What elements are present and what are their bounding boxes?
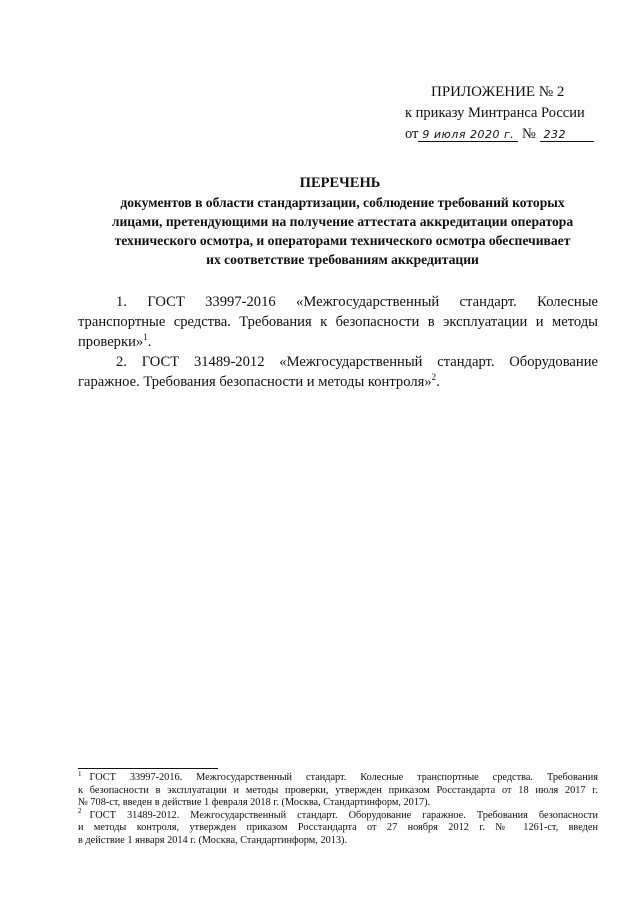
footnote-ref: 1 (143, 332, 148, 343)
subtitle-line: их соответствие требованиям аккредитации (206, 252, 479, 267)
date-prefix: от (405, 126, 419, 142)
list-item-line: 1. ГОСТ 33997-2016 «Межгосударственный стандарт. Колесные (116, 294, 598, 310)
handwritten-number: 232 (540, 129, 594, 142)
footnote-line: к безопасности в эксплуатации и методы проверки, утвержден приказом Росстандарта от 18 июля 2017 г. (78, 784, 598, 796)
list-item-line: 2. ГОСТ 31489-2012 «Межгосударственный стандарт. Оборудование (116, 354, 598, 370)
footnote-line: и методы контроля, утвержден приказом Росстандарта от 27 ноября 2012 г. № 1261-ст, введен (78, 822, 598, 834)
footnote-divider (78, 768, 218, 769)
appendix-label: ПРИЛОЖЕНИЕ № 2 (431, 84, 565, 100)
footnote-line: в действие 1 января 2014 г. (Москва, Стандартинформ, 2013). (78, 834, 348, 846)
footnote (78, 807, 598, 848)
handwritten-date: 9 июля 2020 г. (418, 129, 518, 142)
footnote-line: ГОСТ 31489-2012. Межгосударственный стандарт. Оборудование гаражное. Требования безопасности (89, 809, 598, 821)
footnote-first-line (78, 807, 598, 823)
list-item (78, 292, 598, 352)
list-item (78, 352, 598, 392)
list-item-trailing: . (147, 334, 152, 350)
list-item-line: гаражное. Требования безопасности и методы контроля» (78, 374, 432, 390)
footnote (78, 769, 598, 810)
subtitle-line: документов в области стандартизации, соблюдение требований которых (120, 195, 565, 210)
order-date-line (405, 124, 615, 145)
footnotes (78, 769, 598, 848)
subtitle-line: лицами, претендующими на получение аттестата аккредитации оператора (111, 214, 574, 229)
subtitle-line: технического осмотра, и операторами технического осмотра обеспечивает (114, 233, 571, 248)
document-title: ПЕРЕЧЕНЬ (299, 175, 381, 191)
footnote-first-line (78, 769, 598, 785)
list-item-line: проверки» (78, 334, 144, 350)
list-item-last-line (78, 372, 598, 392)
list-item-trailing: . (436, 374, 440, 390)
list-item-last-line (78, 332, 598, 352)
footnote-mark: 1 (78, 769, 82, 778)
footnote-line: № 708-ст, введен в действие 1 февраля 2018 г. (Москва, Стандартинформ, 2017). (78, 797, 431, 809)
order-reference: к приказу Минтранса России (405, 105, 585, 121)
footnote-mark: 2 (78, 807, 82, 816)
number-prefix: № (522, 126, 536, 142)
document-subtitle (65, 193, 620, 269)
footnote-ref: 2 (431, 372, 437, 383)
list-item-line: транспортные средства. Требования к безопасности в эксплуатации и методы (78, 314, 598, 330)
footnote-line: ГОСТ 33997-2016. Межгосударственный стандарт. Колесные транспортные средства. Требования (89, 772, 598, 783)
standards-list (78, 292, 598, 392)
appendix-header (405, 82, 615, 145)
